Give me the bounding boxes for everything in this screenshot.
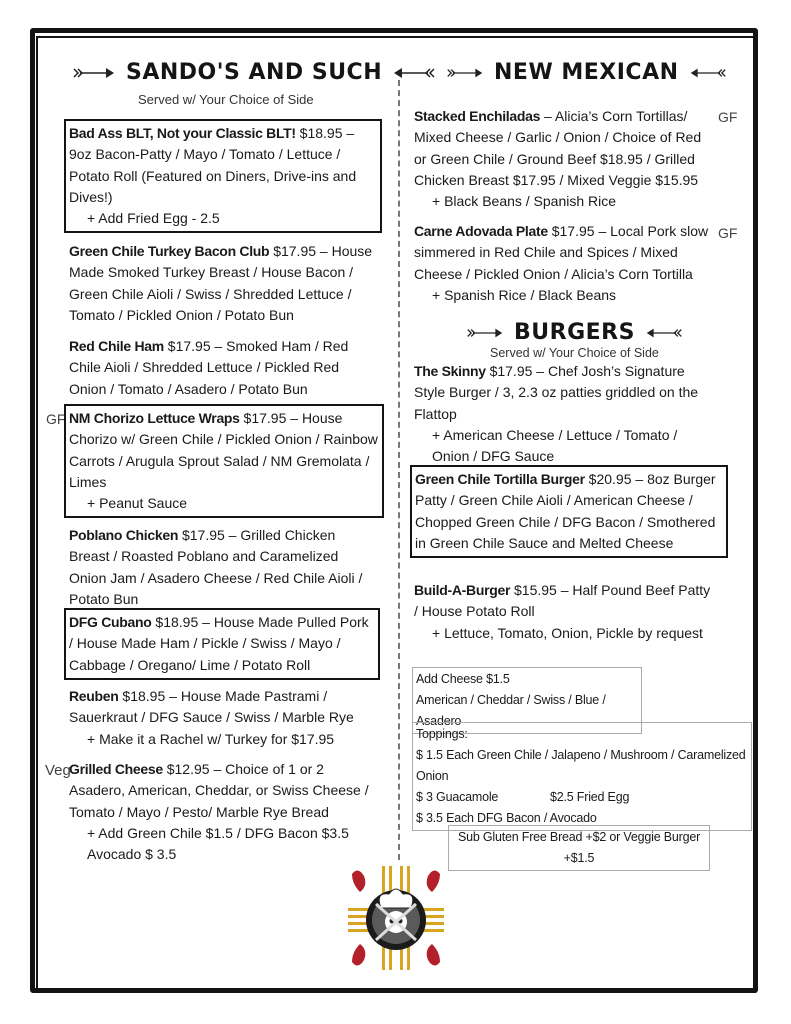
arrow-left-icon <box>645 327 683 339</box>
toppings-line-1: $ 1.5 Each Green Chile / Jalapeno / Mushroom / Caramelized Onion <box>416 748 746 783</box>
sando-header <box>72 60 436 85</box>
cheese-price: Add Cheese $1.5 <box>416 672 510 686</box>
burgers-title: BURGERS <box>514 320 635 345</box>
substitution-note: Sub Gluten Free Bread +$2 or Veggie Burger +$1.5 <box>448 825 710 871</box>
menu-item-the-skinny <box>414 361 716 467</box>
menu-item-blt <box>64 119 382 233</box>
item-desc: $17.95 – Grilled Chicken Breast / Roasted Poblano and Caramelized Onion Jam / Asadero Cheese / Red Chile Aioli / Potato Bun <box>69 527 363 607</box>
column-divider <box>398 70 400 860</box>
guacamole-price: $ 3 Guacamole <box>416 790 499 804</box>
menu-item-build-a-burger <box>414 580 716 644</box>
item-name: Poblano Chicken <box>69 527 179 543</box>
menu-item-chorizo-wraps <box>64 404 384 518</box>
arrow-left-icon <box>689 67 727 79</box>
cheese-options: American / Cheddar / Swiss / Blue / Asadero <box>416 693 606 728</box>
item-name: Grilled Cheese <box>69 761 163 777</box>
gf-tag: GF <box>46 411 66 427</box>
item-desc: $17.95 – House Made Smoked Turkey Breast / House Bacon / Green Chile Aioli / Swiss / Shredded Lettuce / Tomato / Pickled Onion / Potato Bun <box>69 243 373 323</box>
item-addon: + Add Fried Egg - 2.5 <box>87 210 220 227</box>
item-name: Green Chile Turkey Bacon Club <box>69 243 270 259</box>
arrow-right-icon <box>446 67 484 79</box>
item-name: Build-A-Burger <box>414 582 511 598</box>
item-desc: $12.95 – Choice of 1 or 2 Asadero, American, Cheddar, or Swiss Cheese / Tomato / Mayo / Pesto/ Marble Rye Bread <box>69 761 369 820</box>
arrow-left-icon <box>392 67 436 79</box>
fried-egg-price: $2.5 Fried Egg <box>550 790 630 804</box>
toppings-line-2 <box>416 787 748 808</box>
menu-item-carne-adovada <box>414 221 714 306</box>
item-desc: $17.95 – Local Pork slow simmered in Red Chile and Spices / Mixed Cheese / Pickled Onion / Alicia’s Corn Tortilla <box>414 223 709 282</box>
toppings-box <box>412 722 752 831</box>
item-addon: + Black Beans / Spanish Rice <box>432 193 617 210</box>
item-desc: $15.95 – Half Pound Beef Patty / House Potato Roll <box>414 582 711 620</box>
gf-tag: GF <box>718 225 738 241</box>
item-name: Stacked Enchiladas <box>414 108 541 124</box>
item-addon: + Spanish Rice / Black Beans <box>432 286 617 303</box>
item-desc: $20.95 – 8oz Burger Patty / Green Chile Aioli / American Cheese / Chopped Green Chile / DFG Bacon / Smothered in Green Chile Sauce and Melted Cheese <box>415 471 716 551</box>
menu-item-reuben <box>69 686 369 750</box>
sando-title: SANDO'S AND SUCH <box>126 60 383 85</box>
arrow-right-icon <box>466 327 504 339</box>
menu-item-stacked-enchiladas <box>414 106 710 212</box>
nm-header <box>446 60 727 85</box>
gf-tag: GF <box>718 109 738 125</box>
menu-item-grilled-cheese <box>69 759 369 865</box>
item-desc: – Alicia’s Corn Tortillas/ Mixed Cheese / Garlic / Onion / Choice of Red or Green Chile / Ground Beef $18.95 / Grilled Chicken Breast $17.95 / Mixed Veggie $15.95 <box>414 108 702 188</box>
menu-item-turkey-club <box>69 241 379 326</box>
item-desc: $18.95 – House Made Pulled Pork / House Made Ham / Pickle / Swiss / Mayo / Cabbage / Oregano/ Lime / Potato Roll <box>69 614 369 673</box>
item-desc: $17.95 – House Chorizo w/ Green Chile / Pickled Onion / Rainbow Carrots / Arugula Sprout Salad / NM Gremolata / Limes <box>69 410 378 490</box>
veg-tag: Veg <box>45 762 71 779</box>
item-addon: + American Cheese / Lettuce / Tomato / Onion / DFG Sauce <box>432 426 678 465</box>
item-addon: + Add Green Chile $1.5 / DFG Bacon $3.5 Avocado $ 3.5 <box>87 824 349 863</box>
burgers-subtitle: Served w/ Your Choice of Side <box>490 346 659 360</box>
item-name: Carne Adovada Plate <box>414 223 548 239</box>
sando-subtitle: Served w/ Your Choice of Side <box>138 92 314 107</box>
item-name: Reuben <box>69 688 119 704</box>
toppings-title: Toppings: <box>416 727 468 741</box>
item-desc: $18.95 – 9oz Bacon-Patty / Mayo / Tomato / Lettuce / Potato Roll (Featured on Diners, Drive-ins and Dives!) <box>69 125 357 205</box>
item-name: Red Chile Ham <box>69 338 164 354</box>
burgers-header <box>466 320 683 345</box>
menu-item-green-chile-tortilla-burger <box>410 465 728 558</box>
menu-item-dfg-cubano <box>64 608 380 680</box>
arrow-right-icon <box>72 67 116 79</box>
item-name: Green Chile Tortilla Burger <box>415 471 585 487</box>
toppings-line-3: $ 3.5 Each DFG Bacon / Avocado <box>416 811 597 825</box>
menu-item-poblano-chicken <box>69 525 377 610</box>
item-addon: + Make it a Rachel w/ Turkey for $17.95 <box>87 730 335 747</box>
item-addon: + Lettuce, Tomato, Onion, Pickle by request <box>432 624 703 641</box>
nm-title: NEW MEXICAN <box>494 60 679 85</box>
item-desc: $17.95 – Smoked Ham / Red Chile Aioli / Shredded Lettuce / Pickled Red Onion / Tomato / Asadero / Potato Bun <box>69 338 349 397</box>
item-addon: + Peanut Sauce <box>87 495 188 512</box>
item-name: The Skinny <box>414 363 486 379</box>
item-name: Bad Ass BLT, Not your Classic BLT! <box>69 125 296 141</box>
chef-skull-zia-logo-icon <box>346 864 446 972</box>
menu-item-red-chile-ham <box>69 336 369 400</box>
item-name: DFG Cubano <box>69 614 152 630</box>
item-desc: $17.95 – Chef Josh’s Signature Style Burger / 3, 2.3 oz patties griddled on the Flattop <box>414 363 699 422</box>
item-desc: $18.95 – House Made Pastrami / Sauerkraut / DFG Sauce / Swiss / Marble Rye <box>69 688 354 726</box>
item-name: NM Chorizo Lettuce Wraps <box>69 410 240 426</box>
